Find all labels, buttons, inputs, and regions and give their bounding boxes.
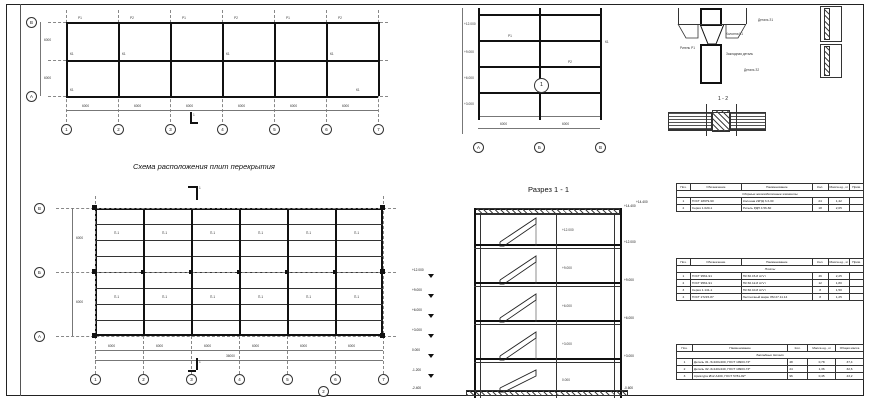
- elevation-top: +14.400: [636, 200, 648, 204]
- table-cell: 3: [677, 287, 691, 294]
- dimension-line: [95, 350, 383, 351]
- table-row: [677, 287, 864, 294]
- section-note: +3.000: [562, 342, 572, 346]
- table-cell: 1: [677, 273, 691, 280]
- column-line-6: [326, 22, 328, 96]
- table-row: [677, 205, 864, 212]
- table-header-cell: Обозначение: [690, 184, 741, 191]
- level-mark-left: +12.000: [412, 268, 424, 272]
- level-mark: +9.000: [624, 278, 634, 282]
- member-label: К1: [70, 88, 74, 92]
- table-cell: Деталь З2 -6х120х240, ГОСТ 19903-74*: [692, 366, 787, 373]
- column-node: [285, 270, 289, 274]
- spec-table-precast: [676, 258, 864, 301]
- section-cut-arrow-bottom: [188, 370, 196, 372]
- slab-label: П-1: [210, 295, 216, 299]
- table-header-cell: Обозначение: [690, 259, 741, 266]
- spec-table-steel: [676, 344, 864, 380]
- grid-line-h-v: [56, 208, 396, 209]
- table-header-cell: Наименование: [692, 345, 787, 352]
- axis-bubble-2: 2: [113, 124, 124, 135]
- axis-bubble-b: Б: [534, 142, 545, 153]
- level-arrow: [428, 294, 434, 298]
- dimension-value: 6000: [342, 104, 350, 108]
- joint-line-a: [706, 104, 707, 136]
- table-section-row: [677, 191, 864, 198]
- dimension-line-vertical: [72, 208, 73, 336]
- dimension-value: 6000: [186, 104, 194, 108]
- node-column-bottom: [700, 44, 722, 84]
- axis-bubble-4: 4: [217, 124, 228, 135]
- page-title-section: Разрез 1 - 1: [528, 185, 569, 194]
- section-mark-label: 1: [199, 186, 201, 190]
- member-label: К1: [330, 52, 334, 56]
- node-caption: 1 - 2: [718, 96, 729, 102]
- member-label: К1: [356, 88, 360, 92]
- table-cell: 24: [812, 198, 828, 205]
- table-section-caption: Сборные железобетонные элементы: [677, 191, 864, 198]
- table-cell: Арматура Ø12 А400, ГОСТ 5781-82*: [692, 373, 787, 380]
- table-header-cell: Кол.: [812, 184, 828, 191]
- dimension-line: [66, 110, 378, 111]
- level-arrow: [428, 374, 434, 378]
- table-header-row: [677, 259, 864, 266]
- wall-right: [620, 208, 622, 398]
- table-cell: 37,4: [836, 359, 864, 366]
- table-cell: Лестничный марш ЛМ 27.11.14: [741, 294, 812, 301]
- table-cell: 2: [677, 205, 691, 212]
- column-node: [333, 270, 337, 274]
- section-mark-label: 1: [193, 113, 195, 117]
- node-right-edge: [746, 8, 747, 24]
- table-header-row: [677, 345, 864, 352]
- slab-label: П-1: [114, 231, 120, 235]
- table-cell: 18: [812, 205, 828, 212]
- table-section-caption: Закладные детали: [677, 352, 864, 359]
- dimension-value: 6000: [108, 344, 116, 348]
- dimension-value: 6000: [500, 122, 508, 126]
- table-cell: 1: [677, 359, 693, 366]
- table-row: [677, 273, 864, 280]
- grid-line-v-7: [383, 196, 384, 374]
- table-cell: 24: [788, 366, 808, 373]
- level-mark: -0.600: [624, 386, 634, 390]
- level-mark: +6.000: [624, 316, 634, 320]
- grid-line-v-6: [335, 336, 336, 374]
- table-cell: ПК 60.15-8 АтVт: [741, 273, 812, 280]
- table-cell: [850, 205, 864, 212]
- dimension-value: 6000: [76, 236, 84, 240]
- axis-bubble-b: Б: [34, 267, 45, 278]
- table-cell: [850, 280, 864, 287]
- axis-bubble-2: 2: [138, 374, 149, 385]
- grid-line-v-5: [287, 336, 288, 374]
- section-note: +9.000: [562, 266, 572, 270]
- dimension-total-value: 36000: [226, 354, 235, 358]
- wall-left: [474, 208, 476, 398]
- column-line-3: [170, 22, 172, 96]
- stair-flights: [496, 216, 556, 396]
- table-section-caption: Плиты: [677, 266, 864, 273]
- dimension-value: 6000: [290, 104, 298, 108]
- table-cell: 46: [812, 273, 828, 280]
- dimension-value: 6000: [156, 344, 164, 348]
- node-hatch-fill: [824, 8, 830, 40]
- table-cell: [850, 287, 864, 294]
- member-label: Р2: [338, 16, 342, 20]
- level-mark-left: +9.000: [412, 288, 422, 292]
- axis-bubble-1: 1: [90, 374, 101, 385]
- table-cell: 1: [677, 198, 691, 205]
- member-label: Р1: [182, 16, 186, 20]
- column-node: [380, 333, 385, 338]
- table-cell: 0,78: [808, 359, 836, 366]
- table-header-cell: Кол.: [788, 345, 808, 352]
- axis-bubble-a: А: [34, 331, 45, 342]
- table-header-cell: Масса ед., кг: [829, 185, 849, 189]
- dimension-value: 6000: [44, 38, 52, 42]
- table-cell: 4: [677, 294, 691, 301]
- table-row: [677, 280, 864, 287]
- member-label: К1: [70, 52, 74, 56]
- column-node: [189, 270, 193, 274]
- table-cell: 2: [677, 280, 691, 287]
- frame-dim-line: [462, 8, 463, 134]
- dimension-value: 6000: [348, 344, 356, 348]
- axis-bubble-6: 6: [321, 124, 332, 135]
- level-mark-left: 0.000: [412, 348, 420, 352]
- section-note: 0.000: [562, 378, 570, 382]
- node-label-detail-1: Деталь З1: [758, 18, 774, 22]
- table-header-cell: Поз.: [677, 184, 691, 191]
- joint-grout-fill: [712, 110, 730, 132]
- table-cell: 1,36: [808, 366, 836, 373]
- detail-callout-circle: 2: [318, 386, 329, 397]
- table-cell: 2,25: [828, 273, 850, 280]
- table-row: [677, 373, 864, 380]
- table-header-cell: Общая масса: [836, 345, 864, 352]
- roof-slab-hatch: [474, 208, 620, 214]
- table-header-cell: Поз.: [677, 345, 693, 352]
- table-header-cell: Масса ед., кг: [808, 345, 836, 352]
- level-mark-left: +3.000: [412, 328, 422, 332]
- node-label-detail-2: Деталь З2: [744, 68, 760, 72]
- section-mark-label-bottom: 1: [199, 360, 201, 364]
- level-mark-left: -1.200: [412, 368, 422, 372]
- table-cell: Серия 1.141-1: [690, 287, 741, 294]
- slab-label: П-1: [258, 231, 264, 235]
- table-cell: 1,42: [828, 198, 850, 205]
- table-header-cell: Поз.: [677, 259, 691, 266]
- dimension-value: 6000: [238, 104, 246, 108]
- node-top-line: [678, 24, 746, 25]
- node-hatch-fill-lower: [824, 46, 830, 76]
- level-mark: +14.400: [624, 204, 636, 208]
- table-cell: Колонна 2КНД 3.3-30: [741, 198, 812, 205]
- roof-line-inner: [474, 214, 620, 215]
- level-mark-left: +6.000: [412, 308, 422, 312]
- node-corbel-shape: [676, 24, 748, 48]
- table-cell: [850, 198, 864, 205]
- slab-label: П-1: [162, 295, 168, 299]
- table-row: [677, 366, 864, 373]
- member-label: Р2: [234, 16, 238, 20]
- table-cell: ГОСТ 27215-87: [690, 294, 741, 301]
- dimension-line-vertical: [40, 22, 41, 96]
- axis-bubble-5: 5: [282, 374, 293, 385]
- dimension-value: 6000: [252, 344, 260, 348]
- wall-left-inner: [480, 214, 481, 398]
- axis-bubble-6: 6: [330, 374, 341, 385]
- grid-line-v-3: [191, 336, 192, 374]
- frame-member-label: Р1: [508, 34, 512, 38]
- column-node: [141, 270, 145, 274]
- table-cell: ПК 60.12-8 АтVт: [741, 280, 812, 287]
- grid-line-h-b: [56, 272, 396, 273]
- slab-label: П-1: [114, 295, 120, 299]
- column-node: [92, 205, 97, 210]
- table-header-cell: Наименование: [741, 184, 812, 191]
- dimension-value: 6000: [204, 344, 212, 348]
- slab-label: П-1: [162, 231, 168, 235]
- frame-level-label: +3.000: [464, 102, 474, 106]
- table-cell: 3: [677, 373, 693, 380]
- table-cell: 1,80: [828, 280, 850, 287]
- member-label: Р2: [130, 16, 134, 20]
- dimension-value: 6000: [76, 300, 84, 304]
- axis-bubble-7: 7: [373, 124, 384, 135]
- axis-bubble-v: В: [26, 17, 37, 28]
- table-row: [677, 198, 864, 205]
- frame-level-label: +12.000: [464, 22, 476, 26]
- axis-bubble-1: 1: [61, 124, 72, 135]
- column-node: [92, 269, 97, 274]
- column-line-2: [118, 22, 120, 96]
- dimension-value: 6000: [134, 104, 142, 108]
- section-cut-line-bottom: [196, 358, 198, 370]
- dimension-value: 6000: [82, 104, 90, 108]
- dimension-value: 6000: [44, 76, 52, 80]
- node-label-beam: Ригель Р1: [680, 46, 695, 50]
- section-note: +6.000: [562, 304, 572, 308]
- table-header-cell: Прим.: [850, 184, 864, 191]
- table-cell: 48: [788, 359, 808, 366]
- axis-bubble-5: 5: [269, 124, 280, 135]
- frame-member-label: К1: [605, 40, 609, 44]
- table-cell: ГОСТ 9561-91: [690, 273, 741, 280]
- slab-label: П-1: [210, 231, 216, 235]
- table-header-cell: Кол.: [812, 259, 828, 266]
- table-row: [677, 294, 864, 301]
- frame-member-label: Р2: [568, 60, 572, 64]
- dimension-value: 6000: [300, 344, 308, 348]
- table-cell: 43,2: [836, 373, 864, 380]
- column-line-5: [274, 22, 276, 96]
- partition-wall: [556, 214, 557, 398]
- axis-bubble-3: 3: [165, 124, 176, 135]
- table-cell: [850, 294, 864, 301]
- table-cell: 2: [677, 366, 693, 373]
- axis-bubble-7: 7: [378, 374, 389, 385]
- slab-label: П-1: [354, 295, 360, 299]
- table-header-cell: Прим.: [850, 259, 864, 266]
- table-cell: 96: [788, 373, 808, 380]
- table-cell: 8: [812, 294, 828, 301]
- node-label-embed: Закладная деталь: [726, 52, 754, 56]
- level-mark: +3.000: [624, 354, 634, 358]
- sheet-left-margin: [20, 4, 21, 396]
- wall-right-inner: [614, 214, 615, 398]
- table-cell: Серия 1.020-1: [690, 205, 741, 212]
- dimension-line-total: [95, 360, 383, 361]
- node-left-edge: [678, 8, 679, 24]
- grid-line-v-1: [95, 196, 96, 374]
- column-node: [92, 333, 97, 338]
- member-label: К1: [226, 52, 230, 56]
- dimension-value: 6000: [562, 122, 570, 126]
- grid-line-v-2: [143, 336, 144, 374]
- node-label-column: Колонна К1: [726, 32, 744, 36]
- frame-column-v: [600, 8, 602, 120]
- member-label: Р1: [286, 16, 290, 20]
- slab-label: П-1: [354, 231, 360, 235]
- page-title-slab-plan: Схема расположения плит перекрытия: [133, 162, 275, 171]
- column-node: [380, 269, 385, 274]
- table-cell: 1,25: [828, 294, 850, 301]
- table-cell: Ригель РДП 4.56-60: [741, 205, 812, 212]
- member-label: Р1: [78, 16, 82, 20]
- frame-column-a: [478, 8, 480, 120]
- table-section-row: [677, 266, 864, 273]
- grid-line-h-a: [56, 336, 396, 337]
- table-cell: 12: [812, 280, 828, 287]
- axis-bubble-v: В: [34, 203, 45, 214]
- table-cell: [850, 273, 864, 280]
- table-cell: ГОСТ 9561-91: [690, 280, 741, 287]
- level-arrow: [428, 354, 434, 358]
- table-cell: 0,45: [808, 373, 836, 380]
- section-note: +12.000: [562, 228, 574, 232]
- table-header-cell: Масса ед., кг: [829, 260, 849, 264]
- node-callout-circle: 1: [534, 78, 549, 93]
- foundation-hatch: [466, 390, 628, 396]
- grid-line-v-4: [239, 336, 240, 374]
- column-node: [237, 270, 241, 274]
- table-section-row: [677, 352, 864, 359]
- level-arrow: [428, 274, 434, 278]
- level-mark: +12.000: [624, 240, 636, 244]
- section-cut-line: [190, 112, 192, 122]
- table-cell: 2,05: [828, 205, 850, 212]
- slab-label: П-1: [306, 231, 312, 235]
- section-cut-line: [196, 186, 198, 200]
- axis-bubble-4: 4: [234, 374, 245, 385]
- beam-line-bottom: [66, 96, 378, 98]
- slab-label: П-1: [306, 295, 312, 299]
- table-header-cell: Наименование: [741, 259, 812, 266]
- column-line-1: [66, 22, 68, 96]
- table-header-row: [677, 184, 864, 191]
- spec-table-elements: [676, 183, 864, 212]
- column-line-4: [222, 22, 224, 96]
- column-line-7: [378, 22, 380, 96]
- section-cut-arrow: [190, 122, 198, 124]
- level-mark-left: -2.400: [412, 386, 422, 390]
- frame-level-label: +9.000: [464, 50, 474, 54]
- table-cell: Деталь З1 -5х100х200, ГОСТ 19903-74*: [692, 359, 787, 366]
- level-arrow: [428, 334, 434, 338]
- frame-dimension-chain: [478, 128, 600, 129]
- table-cell: ПК 60.10-8 АтVт: [741, 287, 812, 294]
- member-label: К1: [122, 52, 126, 56]
- axis-bubble-a: А: [26, 91, 37, 102]
- slab-label: П-1: [258, 295, 264, 299]
- table-row: [677, 359, 864, 366]
- joint-line-b: [736, 104, 737, 136]
- frame-level-label: +6.000: [464, 76, 474, 80]
- table-cell: 1,50: [828, 287, 850, 294]
- section-cut-arrow: [188, 186, 196, 188]
- table-cell: 8: [812, 287, 828, 294]
- table-cell: 32,6: [836, 366, 864, 373]
- axis-bubble-a: А: [473, 142, 484, 153]
- axis-bubble-3: 3: [186, 374, 197, 385]
- frame-column-b: [539, 8, 541, 120]
- column-node: [380, 205, 385, 210]
- axis-bubble-v: В: [595, 142, 606, 153]
- level-arrow: [428, 314, 434, 318]
- table-cell: ГОСТ 18979-90: [690, 198, 741, 205]
